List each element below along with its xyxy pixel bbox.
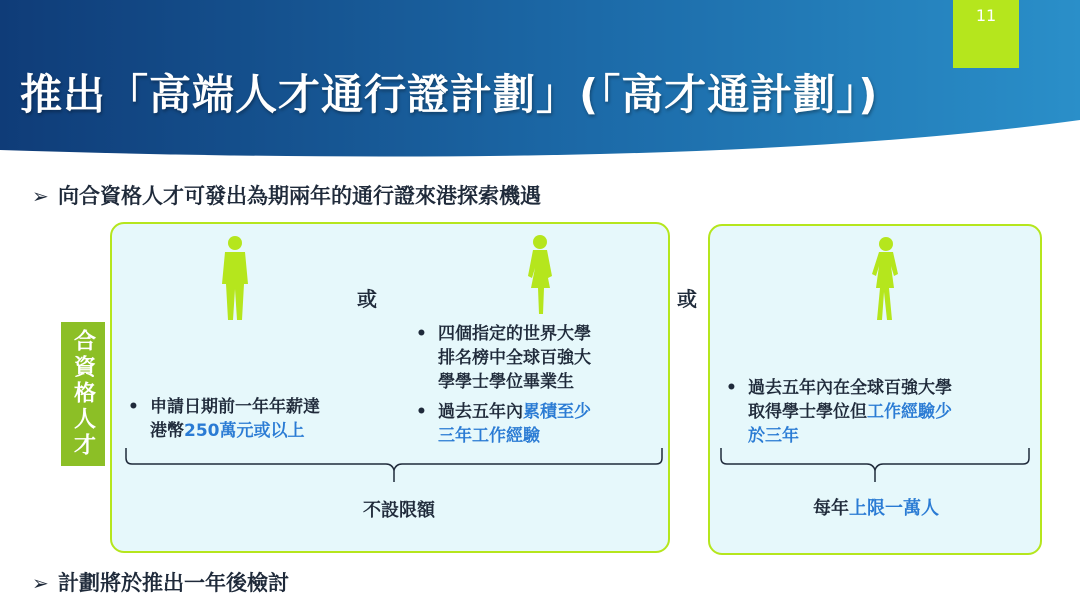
criterion-experience-line-2: 三年工作經驗: [438, 426, 540, 446]
criterion-experience: [416, 400, 658, 448]
woman-silhouette-icon: [524, 234, 556, 314]
criterion-university-line-3: 學學士學位畢業生: [438, 372, 574, 392]
criterion-graduate-highlight: 工作經驗少: [867, 402, 952, 422]
arrow-bullet-icon: ➢: [32, 184, 49, 208]
criterion-salary-line-2: [150, 419, 390, 443]
bullet-dot: •: [416, 402, 427, 422]
quota-no-limit: 不設限額: [363, 500, 435, 521]
or-label-2: 或: [677, 287, 697, 311]
criterion-graduate-lead: 取得學士學位但: [748, 402, 867, 422]
header-banner: [0, 0, 1080, 172]
criterion-graduate: [726, 376, 1028, 448]
qualified-talent-tag: 合資格人才: [61, 322, 105, 466]
criterion-graduate-line-3: 於三年: [748, 426, 799, 446]
bullet-dot: •: [726, 378, 737, 398]
quota-annual-cap: [790, 494, 962, 520]
quota-annual-lead: 每年: [813, 498, 849, 519]
or-label-1: 或: [357, 287, 377, 311]
review-text: 計劃將於推出一年後檢討: [58, 571, 289, 595]
criterion-university-line-1: 四個指定的世界大學: [438, 324, 591, 344]
criterion-salary-line-1: 申請日期前一年年薪達: [150, 397, 320, 417]
arrow-bullet-icon: ➢: [32, 571, 49, 595]
criterion-salary: [128, 395, 390, 443]
criterion-experience-lead: 過去五年內: [438, 402, 523, 422]
criterion-university: [416, 322, 658, 394]
right-brace: [719, 446, 1031, 486]
intro-text: 向合資格人才可發出為期兩年的通行證來港探索機遇: [58, 184, 541, 208]
criterion-university-line-2: 排名榜中全球百強大: [438, 348, 591, 368]
left-brace: [124, 446, 664, 486]
page-number-badge: [953, 0, 1019, 68]
quota-annual-cap-value: 上限一萬人: [849, 498, 939, 519]
page-number: 11: [975, 6, 997, 25]
bullet-dot: •: [128, 397, 139, 417]
criterion-graduate-line-1: 過去五年內在全球百強大學: [748, 378, 952, 398]
criterion-salary-currency: 港幣: [150, 421, 184, 441]
bullet-dot: •: [416, 324, 427, 344]
page-title: 推出「高端人才通行證計劃」(「高才通計劃」): [20, 70, 879, 119]
criterion-graduate-line-2: [748, 400, 1028, 424]
criterion-experience-highlight: 累積至少: [523, 402, 591, 422]
review-bullet: [32, 567, 289, 597]
intro-bullet: [32, 180, 541, 210]
criterion-salary-amount: 250萬元或以上: [184, 421, 305, 441]
man-silhouette-icon: [220, 234, 250, 320]
criterion-experience-line-1: [438, 400, 658, 424]
woman-walking-icon: [868, 236, 902, 320]
